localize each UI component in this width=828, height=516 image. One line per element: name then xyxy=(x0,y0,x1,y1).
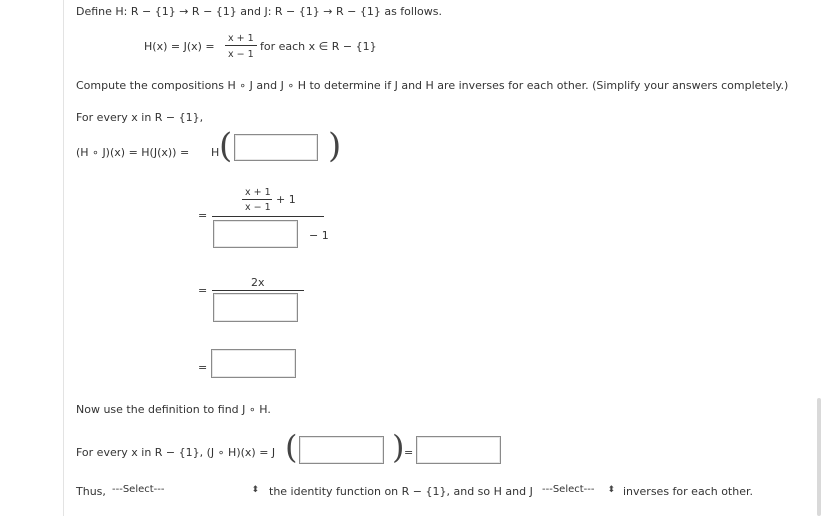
part1-for-every: For every x in R − {1}, xyxy=(76,111,204,124)
step4-equals: = xyxy=(198,361,208,374)
step2-plus-one: + 1 xyxy=(276,193,296,206)
thus-label: Thus, xyxy=(76,485,106,498)
step2-minus-one: − 1 xyxy=(309,229,329,242)
conclusion-middle: the identity function on R − {1}, and so H and J xyxy=(269,485,533,498)
jh-equals: = xyxy=(404,446,414,459)
step3-fraction-bar xyxy=(212,290,304,291)
inverse-select-value: ---Select--- xyxy=(542,484,595,495)
jh-inner-input[interactable] xyxy=(299,436,384,464)
jh-lhs: For every x in R − {1}, (J ∘ H)(x) = J xyxy=(76,446,276,459)
formula-numerator: x + 1 xyxy=(228,33,254,44)
select-arrow-icon: ⬍ xyxy=(607,485,615,495)
step3-denominator-input[interactable] xyxy=(213,293,298,322)
step2-equals: = xyxy=(198,209,208,222)
step3-equals: = xyxy=(198,284,208,297)
conclusion-end: inverses for each other. xyxy=(623,485,753,498)
select-arrow-icon: ⬍ xyxy=(251,485,259,495)
content-left-border xyxy=(63,0,64,516)
step2-fraction-bar xyxy=(212,216,324,217)
step4-result-input[interactable] xyxy=(211,349,296,378)
scrollbar-thumb[interactable] xyxy=(817,398,821,516)
right-paren: ) xyxy=(328,126,342,166)
formula-domain: for each x ∈ R − {1} xyxy=(260,40,377,53)
hj-lhs: (H ∘ J)(x) = H(J(x)) = xyxy=(76,146,190,159)
h-prefix: H xyxy=(211,146,220,159)
step2-inner-numerator: x + 1 xyxy=(245,187,271,198)
jh-right-paren: ) xyxy=(392,428,405,466)
identity-select[interactable] xyxy=(112,484,262,500)
jh-left-paren: ( xyxy=(285,428,298,466)
hj-inner-input[interactable] xyxy=(234,134,318,161)
part2-prompt: Now use the definition to find J ∘ H. xyxy=(76,403,271,416)
jh-result-input[interactable] xyxy=(416,436,501,464)
step2-denominator-input[interactable] xyxy=(213,220,298,248)
identity-select-value: ---Select--- xyxy=(112,484,165,495)
instructions: Compute the compositions H ∘ J and J ∘ H to determine if J and H are inverses for each other. (Simplify your answers completely.) xyxy=(76,79,789,92)
step2-inner-fraction-bar xyxy=(242,199,272,200)
formula-denominator: x − 1 xyxy=(228,49,254,60)
inverse-select[interactable] xyxy=(542,484,618,500)
formula-lhs: H(x) = J(x) = xyxy=(144,40,215,53)
step3-numerator: 2x xyxy=(251,276,265,289)
formula-fraction-bar xyxy=(225,45,257,46)
step2-inner-denominator: x − 1 xyxy=(245,202,271,213)
left-paren: ( xyxy=(219,126,233,166)
definition-text: Define H: R − {1} → R − {1} and J: R − {1} → R − {1} as follows. xyxy=(76,5,442,18)
